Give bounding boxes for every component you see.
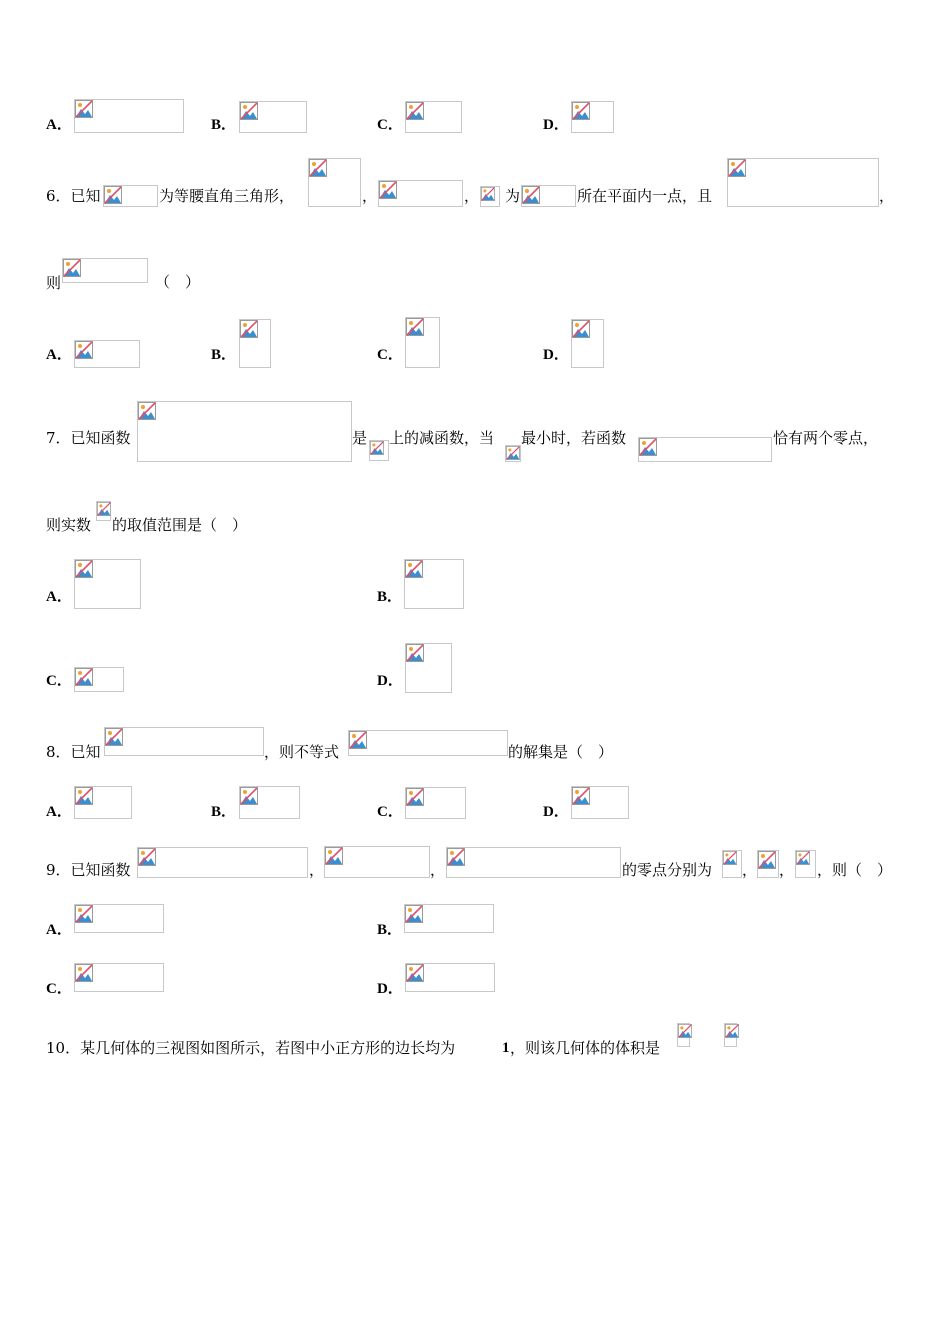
q6-text-6: 所在平面内一点，且 bbox=[577, 187, 713, 205]
q9-text-6: ， bbox=[779, 861, 795, 879]
broken-image-icon bbox=[75, 668, 93, 686]
q6-text-1: 6．已知 bbox=[46, 187, 101, 205]
q7-formula-image bbox=[505, 445, 521, 462]
broken-image-icon bbox=[240, 320, 258, 338]
option-c-formula-image bbox=[405, 101, 462, 133]
option-c-label: C． bbox=[377, 117, 403, 133]
option-d-label: D． bbox=[543, 117, 569, 133]
q9-formula-image bbox=[722, 850, 742, 878]
broken-image-icon bbox=[105, 728, 123, 746]
q6-text-9: （ ） bbox=[155, 273, 201, 291]
broken-image-icon bbox=[723, 851, 737, 865]
q6-option-d-image bbox=[571, 319, 604, 368]
broken-image-icon bbox=[572, 787, 590, 805]
q9-text-1: 9．已知函数 bbox=[46, 861, 131, 879]
q7-option-a-image bbox=[74, 559, 141, 609]
q9-formula-image bbox=[446, 847, 621, 878]
q6-formula-image bbox=[378, 180, 463, 207]
q6-option-a-label: A． bbox=[46, 347, 72, 363]
q7-option-d-label: D． bbox=[377, 673, 403, 689]
broken-image-icon bbox=[405, 560, 423, 578]
q7-option-b-image bbox=[404, 559, 464, 609]
q10-text-3: ，则该几何体的体积是 bbox=[510, 1039, 661, 1057]
q8-option-a-label: A． bbox=[46, 804, 72, 820]
q7-formula-image bbox=[369, 440, 389, 461]
q8-formula-image bbox=[348, 730, 508, 756]
q9-formula-image bbox=[324, 846, 430, 878]
q7-text-6: 则实数 bbox=[46, 516, 92, 534]
q9-option-b-image bbox=[404, 904, 494, 933]
q6-formula-image bbox=[62, 258, 148, 283]
q6-option-c-label: C． bbox=[377, 347, 403, 363]
q6-formula-image bbox=[308, 158, 361, 207]
q10-text-2: 1 bbox=[502, 1040, 510, 1056]
q6-text-2: 为等腰直角三角形， bbox=[159, 187, 295, 205]
q9-text-7: ，则（ ） bbox=[817, 861, 893, 879]
broken-image-icon bbox=[379, 181, 397, 199]
q9-option-d-image bbox=[405, 963, 495, 992]
q9-text-3: ， bbox=[430, 861, 446, 879]
q6-text-5: 为 bbox=[505, 187, 521, 205]
q9-option-c-image bbox=[74, 963, 164, 992]
q10-formula-image bbox=[724, 1023, 737, 1047]
broken-image-icon bbox=[725, 1024, 739, 1038]
broken-image-icon bbox=[758, 851, 776, 869]
broken-image-icon bbox=[75, 560, 93, 578]
q9-text-2: ， bbox=[309, 861, 325, 879]
option-d-formula-image bbox=[571, 101, 614, 133]
broken-image-icon bbox=[639, 438, 657, 456]
broken-image-icon bbox=[240, 787, 258, 805]
broken-image-icon bbox=[506, 446, 520, 460]
broken-image-icon bbox=[370, 441, 384, 455]
q7-formula-image bbox=[137, 401, 352, 462]
q8-option-a-image bbox=[74, 786, 132, 819]
q9-option-a-label: A． bbox=[46, 922, 72, 938]
broken-image-icon bbox=[572, 102, 590, 120]
q6-text-4: ， bbox=[464, 187, 480, 205]
q7-text-1: 7．已知函数 bbox=[46, 429, 131, 447]
q9-text-4: 的零点分别为 bbox=[622, 861, 713, 879]
q7-formula-image bbox=[96, 501, 111, 521]
option-a-label: A． bbox=[46, 117, 72, 133]
q6-option-c-image bbox=[405, 317, 440, 368]
broken-image-icon bbox=[63, 259, 81, 277]
q7-formula-image bbox=[638, 437, 772, 462]
q6-text-8: 则 bbox=[46, 274, 62, 292]
broken-image-icon bbox=[75, 787, 93, 805]
q7-option-c-label: C． bbox=[46, 673, 72, 689]
q7-option-d-image bbox=[405, 643, 452, 693]
q7-text-4: 最小时，若函数 bbox=[521, 429, 627, 447]
option-b-label: B． bbox=[211, 117, 237, 133]
q6-text-3: ， bbox=[362, 187, 378, 205]
broken-image-icon bbox=[75, 964, 93, 982]
q6-formula-image bbox=[103, 185, 158, 207]
q7-option-b-label: B． bbox=[377, 589, 403, 605]
q8-text-2: ，则不等式 bbox=[264, 743, 340, 761]
broken-image-icon bbox=[406, 318, 424, 336]
broken-image-icon bbox=[406, 788, 424, 806]
q9-option-c-label: C． bbox=[46, 981, 72, 997]
q10-formula-image bbox=[677, 1023, 690, 1047]
q10-text-1: 10．某几何体的三视图如图所示，若图中小正方形的边长均为 bbox=[46, 1039, 456, 1057]
q6-option-b-image bbox=[239, 319, 271, 368]
q6-formula-image bbox=[521, 185, 576, 207]
broken-image-icon bbox=[75, 341, 93, 359]
broken-image-icon bbox=[309, 159, 327, 177]
broken-image-icon bbox=[97, 502, 111, 516]
q8-option-d-image bbox=[571, 786, 629, 819]
q9-option-a-image bbox=[74, 904, 164, 933]
q8-option-b-image bbox=[239, 786, 300, 819]
q8-text-1: 8．已知 bbox=[46, 743, 101, 761]
broken-image-icon bbox=[572, 320, 590, 338]
q9-formula-image bbox=[757, 850, 779, 878]
q8-formula-image bbox=[104, 727, 264, 756]
broken-image-icon bbox=[406, 102, 424, 120]
q6-text-7: ， bbox=[879, 187, 895, 205]
broken-image-icon bbox=[104, 186, 122, 204]
broken-image-icon bbox=[522, 186, 540, 204]
q7-text-3: 上的减函数，当 bbox=[389, 429, 495, 447]
broken-image-icon bbox=[405, 905, 423, 923]
q9-formula-image bbox=[137, 847, 308, 878]
q6-formula-image bbox=[727, 158, 879, 207]
q8-option-d-label: D． bbox=[543, 804, 569, 820]
q8-option-b-label: B． bbox=[211, 804, 237, 820]
broken-image-icon bbox=[138, 848, 156, 866]
q8-option-c-label: C． bbox=[377, 804, 403, 820]
broken-image-icon bbox=[481, 187, 495, 201]
q9-option-d-label: D． bbox=[377, 981, 403, 997]
option-b-formula-image bbox=[239, 101, 307, 133]
q7-text-5: 恰有两个零点， bbox=[773, 429, 879, 447]
broken-image-icon bbox=[138, 402, 156, 420]
q6-formula-image bbox=[480, 186, 500, 207]
q7-text-2: 是 bbox=[352, 429, 368, 447]
broken-image-icon bbox=[447, 848, 465, 866]
q7-text-7: 的取值范围是（ ） bbox=[112, 516, 248, 534]
broken-image-icon bbox=[796, 851, 810, 865]
q9-option-b-label: B． bbox=[377, 922, 403, 938]
broken-image-icon bbox=[406, 964, 424, 982]
q6-option-d-label: D． bbox=[543, 347, 569, 363]
broken-image-icon bbox=[678, 1024, 692, 1038]
broken-image-icon bbox=[349, 731, 367, 749]
broken-image-icon bbox=[406, 644, 424, 662]
q8-text-3: 的解集是（ ） bbox=[508, 743, 614, 761]
broken-image-icon bbox=[728, 159, 746, 177]
q6-option-a-image bbox=[74, 340, 140, 368]
broken-image-icon bbox=[75, 905, 93, 923]
q6-option-b-label: B． bbox=[211, 347, 237, 363]
q7-option-a-label: A． bbox=[46, 589, 72, 605]
q7-option-c-image bbox=[74, 667, 124, 692]
option-a-formula-image bbox=[74, 99, 184, 133]
q9-formula-image bbox=[795, 850, 816, 878]
q9-text-5: ， bbox=[742, 861, 758, 879]
broken-image-icon bbox=[240, 102, 258, 120]
broken-image-icon bbox=[325, 847, 343, 865]
broken-image-icon bbox=[75, 100, 93, 118]
q8-option-c-image bbox=[405, 787, 466, 819]
